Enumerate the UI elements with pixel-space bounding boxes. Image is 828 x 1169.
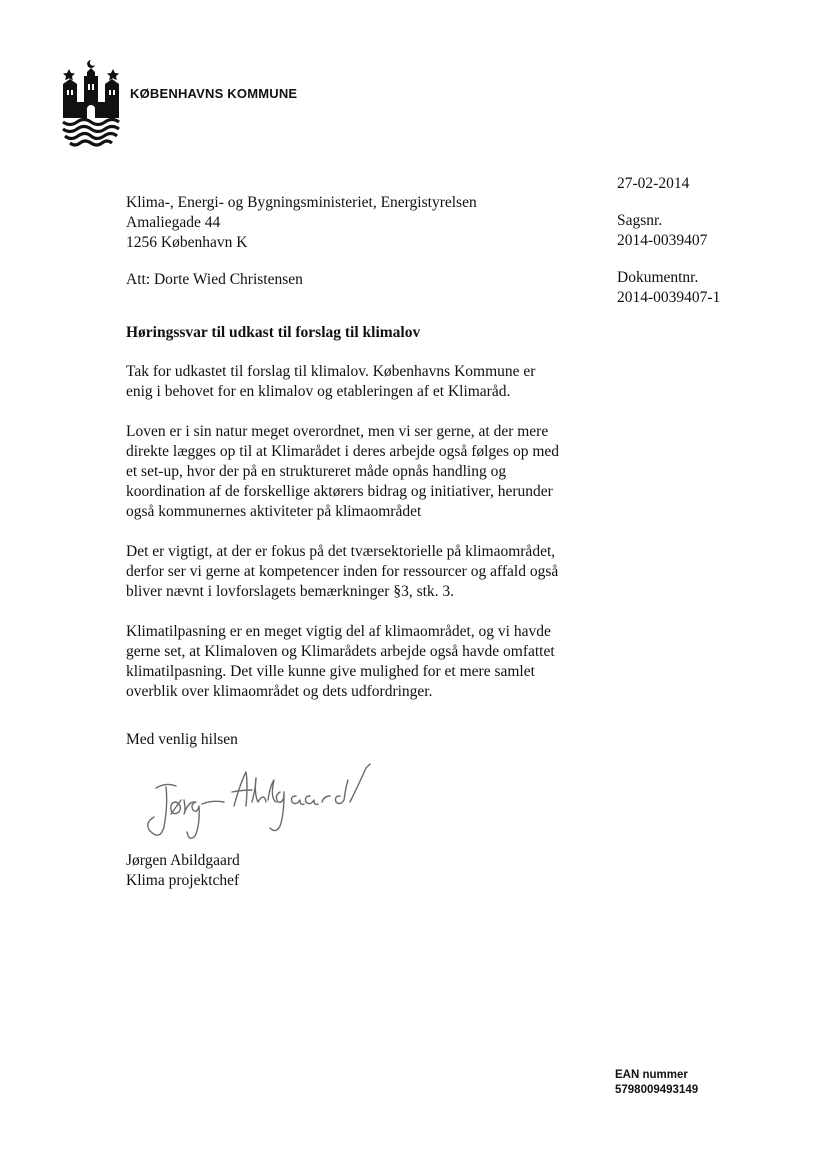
body-paragraph: Loven er i sin natur meget overordnet, men vi ser gerne, at der mere direkte lægges op til at Klimarådet i deres arbejde også følges op med et set-up, hvor der på en struktureret måde opnås handling og koordination af de forskellige aktørers bidrag og initiativer, herunder også kommunernes aktiviteter på klimaområdet	[126, 423, 560, 520]
attention-line: Att: Dorte Wied Christensen	[126, 271, 303, 288]
document-number: 2014-0039407-1	[617, 289, 721, 306]
case-number: 2014-0039407	[617, 232, 708, 249]
ean-block	[615, 1068, 698, 1098]
document-number-label: Dokumentnr.	[617, 269, 699, 286]
signer-name: Jørgen Abildgaard	[126, 852, 240, 869]
signer-title: Klima projektchef	[126, 872, 240, 889]
signer-block	[126, 851, 240, 891]
organization-name: KØBENHAVNS KOMMUNE	[130, 86, 298, 101]
letter-body	[126, 362, 596, 722]
recipient-line: Klima-, Energi- og Bygningsministeriet, Energistyrelsen	[126, 194, 477, 211]
recipient-line: Amaliegade 44	[126, 214, 221, 231]
letter-subject: Høringssvar til udkast til forslag til klimalov	[126, 324, 421, 341]
letter-date: 27-02-2014	[617, 175, 690, 192]
closing-greeting: Med venlig hilsen	[126, 731, 238, 748]
body-paragraph: Tak for udkastet til forslag til klimalov. Københavns Kommune er enig i behovet for en klimalov og etableringen af et Klimaråd.	[126, 363, 536, 400]
letter-meta	[617, 174, 720, 325]
case-number-label: Sagsnr.	[617, 212, 663, 229]
body-paragraph: Klimatilpasning er en meget vigtig del af klimaområdet, og vi havde gerne set, at Klimaloven og Klimarådets arbejde også havde omfattet klimatilpasning. Det ville kunne give mulighed for et mere samlet overblik over klimaområdet og dets udfordringer.	[126, 623, 555, 700]
recipient-address	[126, 193, 477, 253]
ean-label: EAN nummer	[615, 1069, 688, 1081]
copenhagen-coat-of-arms-icon	[60, 60, 122, 152]
ean-number: 5798009493149	[615, 1084, 699, 1096]
body-paragraph: Det er vigtigt, at der er fokus på det tværsektorielle på klimaområdet, derfor ser vi gerne at kompetencer inden for ressourcer og affald også bliver nævnt i lovforslagets bemærkninger §3, stk. 3.	[126, 543, 559, 600]
handwritten-signature	[140, 762, 380, 846]
recipient-line: 1256 København K	[126, 234, 248, 251]
